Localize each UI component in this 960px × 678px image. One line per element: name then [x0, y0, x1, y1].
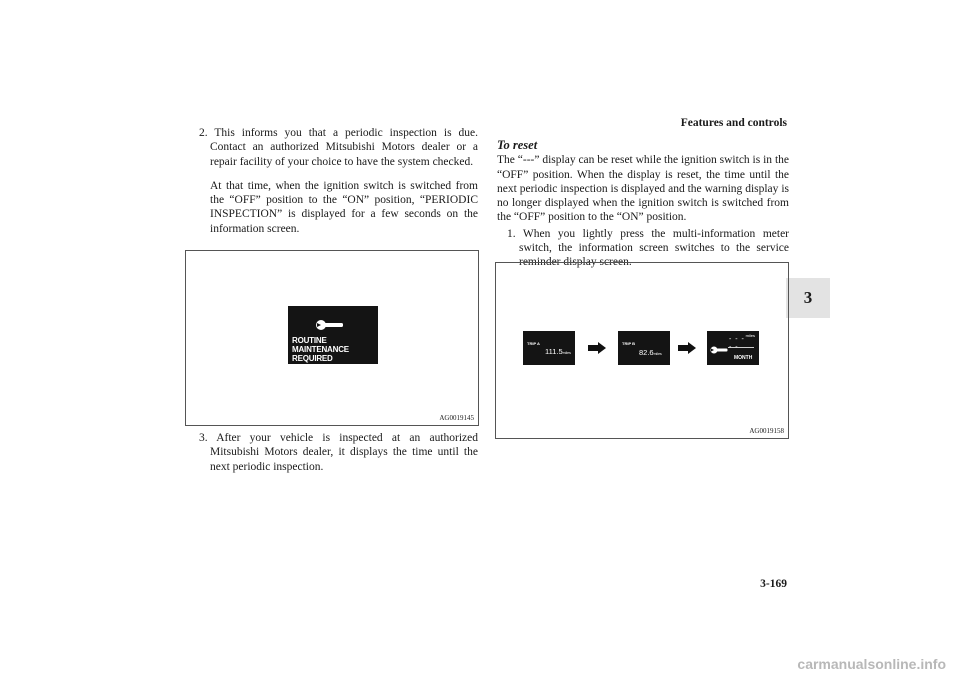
service-month-dashes: - - — [729, 344, 739, 351]
list-item-2-continuation: At that time, when the ignition switch is switched from the “OFF” position to the “ON” position, “PERIODIC INSPECTION” is displayed for a few seconds on the information screen. — [210, 179, 478, 235]
list-item-3: 3. After your vehicle is inspected at an authorized Mitsubishi Motors dealer, it displays the time until the next periodic inspection. — [199, 432, 478, 473]
right-column — [497, 138, 789, 270]
arrow-right-icon — [678, 341, 696, 359]
service-month-label: MONTH — [734, 355, 753, 361]
left-column-lower — [199, 431, 478, 474]
maintenance-message-line1: ROUTINE MAINTENANCE — [292, 336, 349, 354]
figure-code: AG0019145 — [439, 414, 474, 422]
running-header: Features and controls — [680, 117, 787, 129]
figure-service-reminder-sequence — [495, 262, 789, 439]
wrench-icon — [710, 341, 728, 359]
trip-b-screen — [618, 331, 670, 365]
trip-b-value: 82.6miles — [639, 348, 662, 357]
service-reminder-screen — [707, 331, 759, 365]
maintenance-message — [292, 336, 378, 363]
page-number: 3-169 — [760, 578, 787, 590]
wrench-icon — [315, 318, 345, 336]
reset-paragraph: The “---” display can be reset while the ignition switch is in the “OFF” position. When the display is reset, the time until the next periodic inspection is displayed and the warning display is no longer displayed when the ignition switch is switched from the “OFF” position to the “ON” position. — [497, 154, 789, 224]
left-column — [199, 126, 478, 236]
chapter-tab: 3 — [786, 278, 830, 318]
list-item-2: 2. This informs you that a periodic inspection is due. Contact an authorized Mitsubishi Motors dealer or a repair facility of your choice to have the system checked. — [199, 127, 478, 168]
trip-b-label: TRIP B — [622, 341, 636, 346]
maintenance-message-line2: REQUIRED — [292, 354, 333, 363]
trip-a-screen — [523, 331, 575, 365]
service-distance-dashes: - - - — [729, 336, 745, 343]
figure-code: AG0019158 — [749, 427, 784, 435]
watermark: carmanualsonline.info — [797, 656, 946, 672]
trip-a-label: TRIP A — [527, 341, 540, 346]
figure-maintenance-display — [185, 250, 479, 426]
list-item-1: 1. When you lightly press the multi-information meter switch, the information screen switches to the service reminder display screen. — [507, 227, 789, 269]
trip-a-value: 111.5miles — [545, 347, 571, 356]
arrow-right-icon — [588, 341, 606, 359]
maintenance-lcd-screen — [288, 306, 378, 364]
service-unit: miles — [745, 333, 755, 338]
section-heading: To reset — [497, 138, 538, 152]
